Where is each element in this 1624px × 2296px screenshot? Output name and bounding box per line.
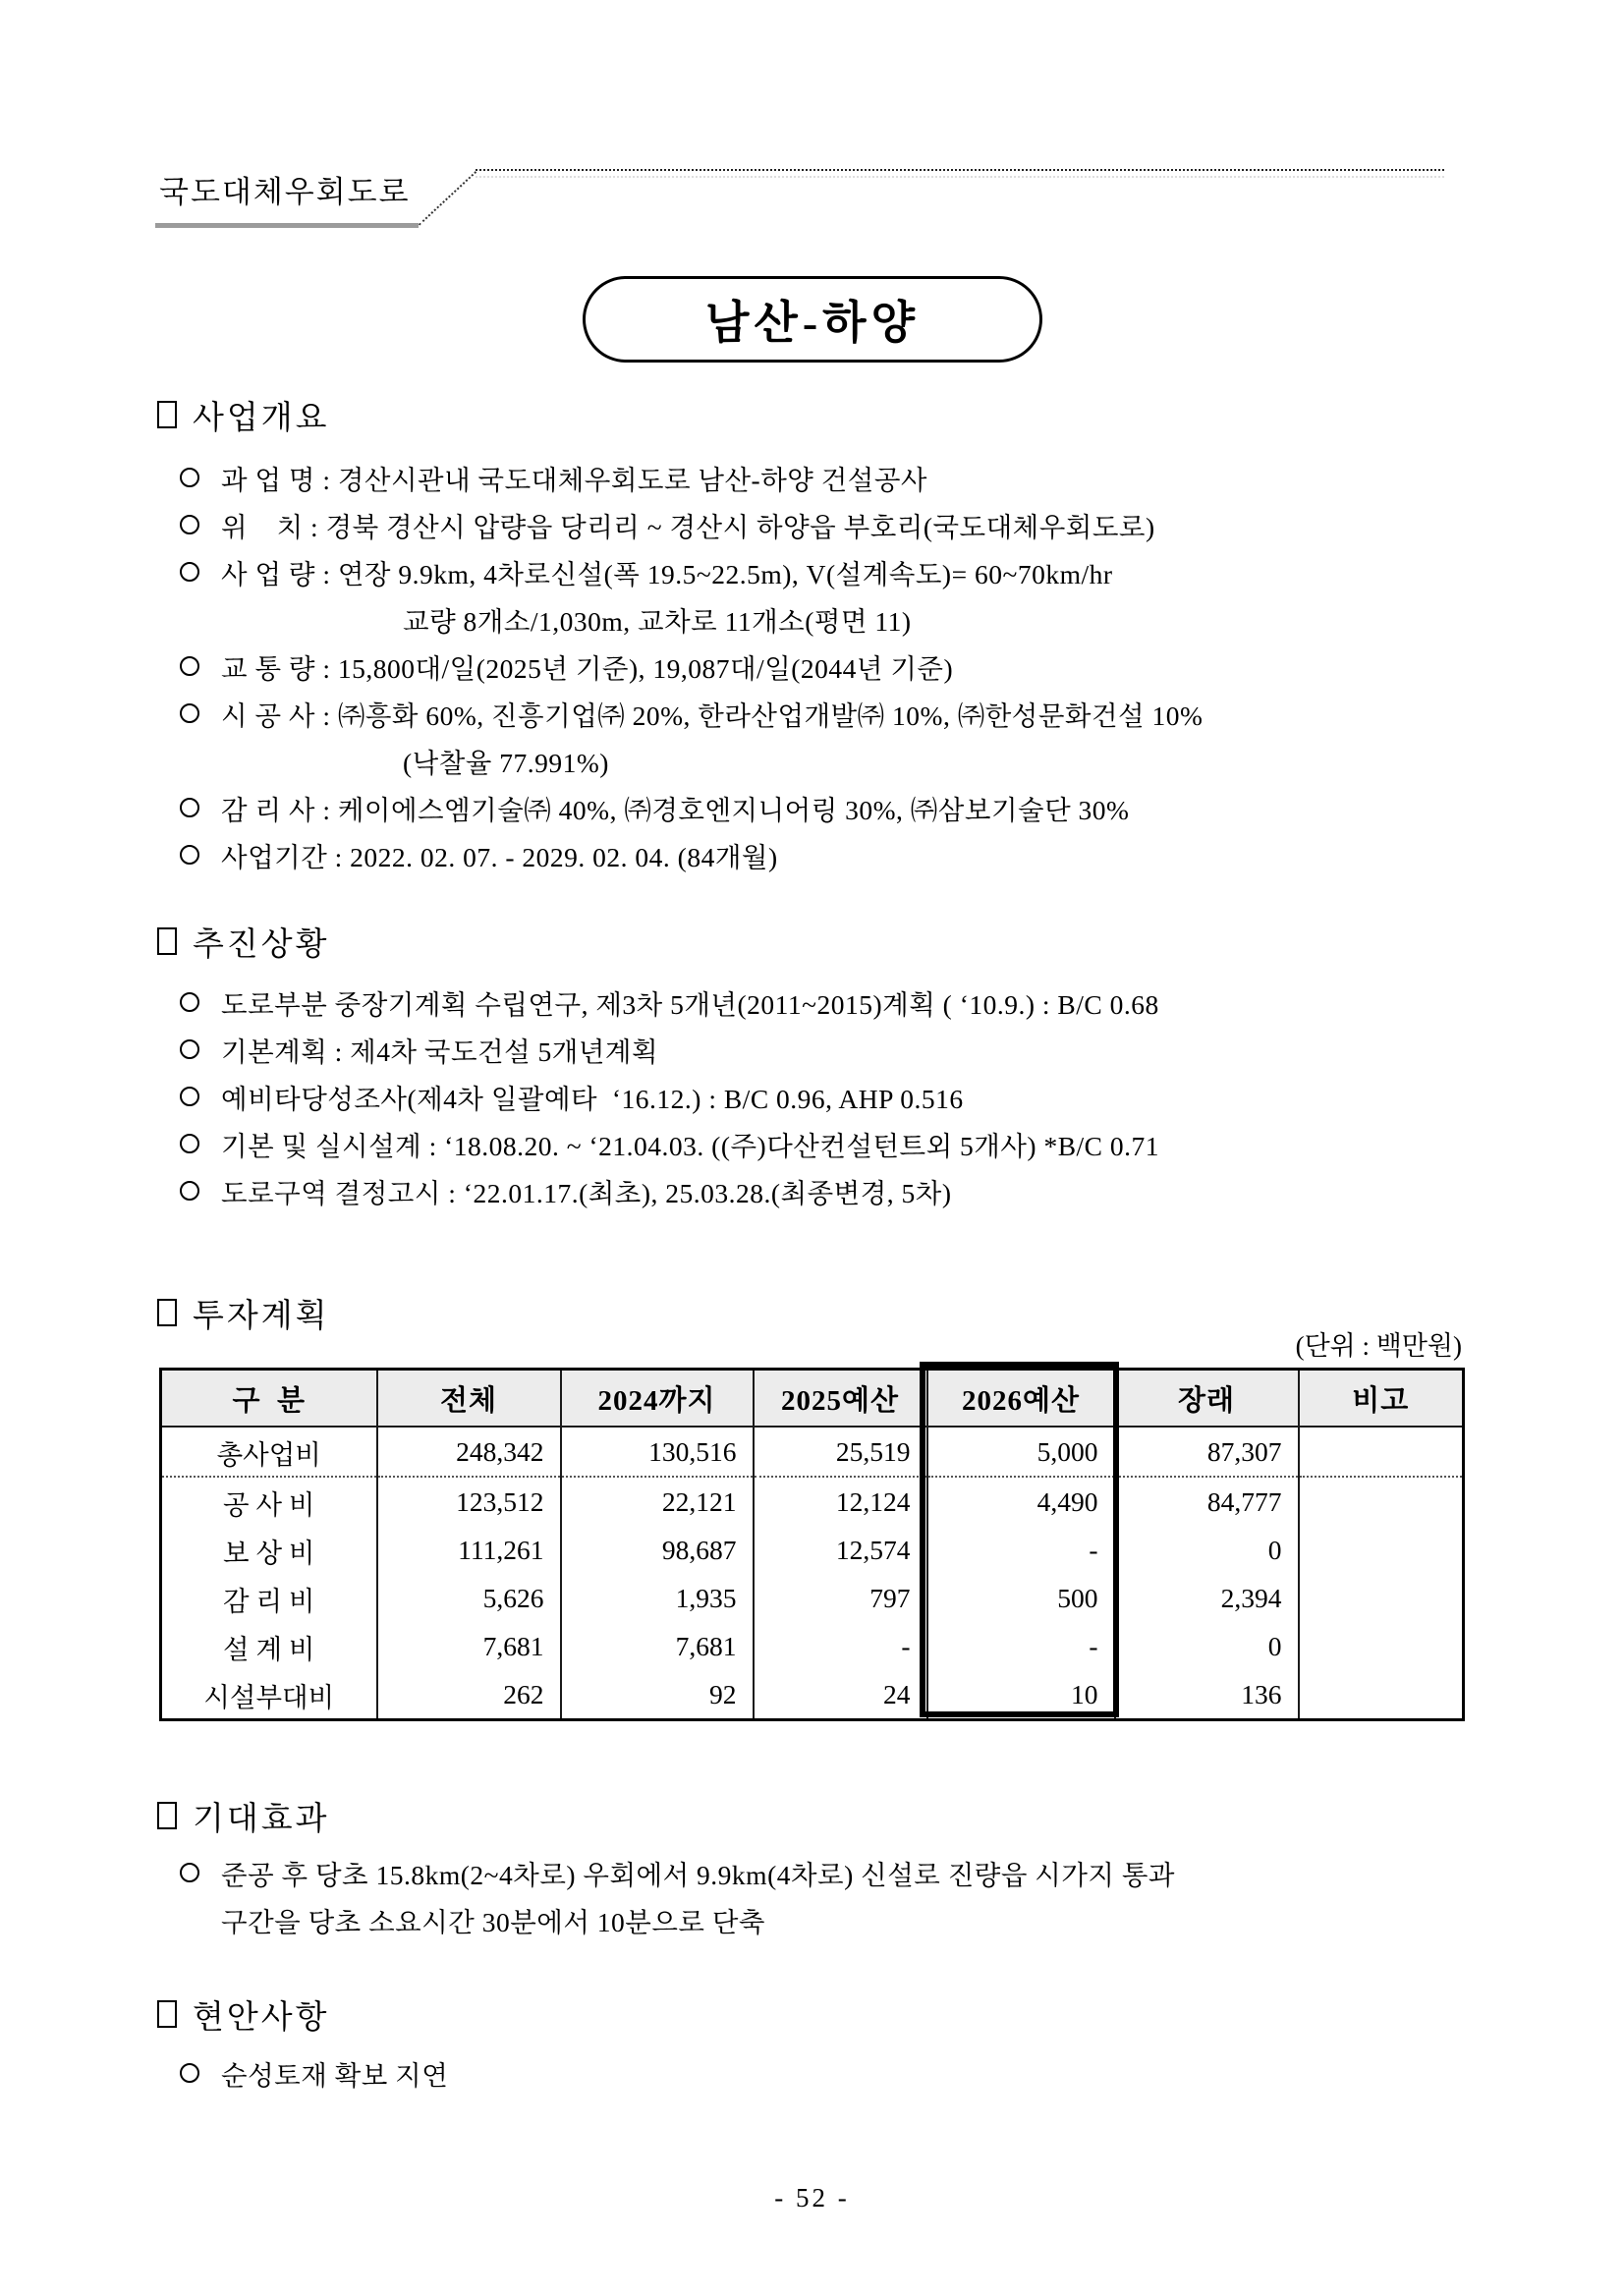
line-text: 교량 8개소/1,030m, 교차로 11개소(평면 11) <box>403 606 912 637</box>
section-heading-label: 투자계획 <box>193 1298 330 1334</box>
progress-line-2 <box>180 1030 658 1069</box>
investment-table <box>159 1368 1465 1721</box>
col-header-total: 전체 <box>377 1370 561 1428</box>
cell-value: 1,935 <box>561 1574 754 1622</box>
overview-line-scope-cont <box>403 599 912 639</box>
table-row-design <box>161 1622 1464 1670</box>
line-text: 도로부분 중장기계획 수립연구, 제3차 5개년(2011~2015)계획 ( ‘10.9.) : B/C 0.68 <box>221 989 1159 1020</box>
bullet-circle-icon <box>180 656 199 676</box>
cell-note <box>1299 1427 1464 1477</box>
cell-category: 시설부대비 <box>161 1670 377 1720</box>
header-dotted-rule <box>476 169 1444 171</box>
line-text: 사 업 량 : 연장 9.9km, 4차로신설(폭 19.5~22.5m), V(설계속도)= 60~70km/hr <box>221 559 1113 589</box>
section-heading-label: 사업개요 <box>193 400 330 436</box>
cell-value: 797 <box>754 1574 927 1622</box>
header-tab-label: 국도대체우회도로 <box>159 175 411 209</box>
cell-value: 92 <box>561 1670 754 1720</box>
section-heading-overview <box>157 393 330 436</box>
col-header-category: 구 분 <box>161 1370 377 1428</box>
line-text: 순성토재 확보 지연 <box>221 2060 449 2091</box>
line-text: 도로구역 결정고시 : ‘22.01.17.(최초), 25.03.28.(최종변경, 5차) <box>221 1178 952 1208</box>
table-row-compensation <box>161 1526 1464 1574</box>
progress-line-4 <box>180 1124 1159 1163</box>
col-header-future: 장래 <box>1115 1370 1299 1428</box>
cell-category: 감 리 비 <box>161 1574 377 1622</box>
cell-value: 7,681 <box>561 1622 754 1670</box>
cell-value: 84,777 <box>1115 1477 1299 1526</box>
cell-value: 87,307 <box>1115 1427 1299 1477</box>
cell-value: 24 <box>754 1670 927 1720</box>
line-text: 시 공 사 : ㈜흥화 60%, 진흥기업㈜ 20%, 한라산업개발㈜ 10%, ㈜한성문화건설 10% <box>221 700 1204 731</box>
line-text: 사업기간 : 2022. 02. 07. - 2029. 02. 04. (84개월) <box>221 842 778 872</box>
overview-line-contractor <box>180 694 1203 733</box>
cell-value: 123,512 <box>377 1477 561 1526</box>
project-title-box <box>583 276 1042 363</box>
section-marker-icon <box>157 927 177 955</box>
table-header-row <box>161 1370 1464 1428</box>
cell-note <box>1299 1477 1464 1526</box>
cell-value: 12,574 <box>754 1526 927 1574</box>
col-header-until-2024: 2024까지 <box>561 1370 754 1428</box>
col-header-note: 비고 <box>1299 1370 1464 1428</box>
bullet-circle-icon <box>180 703 199 723</box>
cell-value: 0 <box>1115 1622 1299 1670</box>
cell-category: 보 상 비 <box>161 1526 377 1574</box>
cell-value: 5,626 <box>377 1574 561 1622</box>
line-text: 예비타당성조사(제4차 일괄예타 ‘16.12.) : B/C 0.96, AHP 0.516 <box>221 1084 964 1114</box>
cell-value: 4,490 <box>927 1477 1115 1526</box>
bullet-circle-icon <box>180 1863 199 1882</box>
bullet-circle-icon <box>180 845 199 865</box>
cell-value: 500 <box>927 1574 1115 1622</box>
line-text: 감 리 사 : 케이에스엠기술㈜ 40%, ㈜경호엔지니어링 30%, ㈜삼보기술단 30% <box>221 795 1130 825</box>
page-number: - 52 - <box>774 2183 850 2212</box>
header-diagonal-rule <box>419 171 476 225</box>
section-heading-progress <box>157 920 330 963</box>
cell-note <box>1299 1526 1464 1574</box>
cell-category: 설 계 비 <box>161 1622 377 1670</box>
table-row-incidental <box>161 1670 1464 1720</box>
cell-value: 248,342 <box>377 1427 561 1477</box>
header-tab-underline <box>155 223 419 228</box>
cell-value: 10 <box>927 1670 1115 1720</box>
cell-value: 7,681 <box>377 1622 561 1670</box>
bullet-circle-icon <box>180 562 199 582</box>
overview-line-project-name <box>180 458 927 497</box>
effects-line-2 <box>221 1900 765 1939</box>
cell-value: 130,516 <box>561 1427 754 1477</box>
cell-value: 5,000 <box>927 1427 1115 1477</box>
table-unit-label: (단위 : 백만원) <box>1295 1331 1462 1361</box>
overview-line-period <box>180 835 778 874</box>
section-marker-icon <box>157 1802 177 1829</box>
table-row-supervision <box>161 1574 1464 1622</box>
section-heading-label: 현안사항 <box>193 1999 330 2036</box>
cell-value: 12,124 <box>754 1477 927 1526</box>
bullet-circle-icon <box>180 1039 199 1059</box>
bullet-circle-icon <box>180 468 199 487</box>
overview-line-location <box>180 505 1155 544</box>
bullet-circle-icon <box>180 798 199 817</box>
overview-line-scope <box>180 552 1113 591</box>
progress-line-5 <box>180 1171 952 1210</box>
bullet-circle-icon <box>180 1181 199 1201</box>
table-row-construction <box>161 1477 1464 1526</box>
line-text: 기본 및 실시설계 : ‘18.08.20. ~ ‘21.04.03. ((주)다산컨설턴트외 5개사) *B/C 0.71 <box>221 1131 1160 1161</box>
line-text: 위 치 : 경북 경산시 압량읍 당리리 ~ 경산시 하양읍 부호리(국도대체우회도로) <box>221 512 1155 542</box>
effects-line-1 <box>180 1853 1175 1892</box>
overview-line-traffic <box>180 646 953 686</box>
progress-line-1 <box>180 982 1159 1022</box>
cell-value: 2,394 <box>1115 1574 1299 1622</box>
bullet-circle-icon <box>180 1087 199 1106</box>
section-marker-icon <box>157 2000 177 2028</box>
cell-value: 111,261 <box>377 1526 561 1574</box>
header-dotted-rule-faint <box>476 176 1444 178</box>
cell-value: - <box>927 1622 1115 1670</box>
line-text: (낙찰율 77.991%) <box>403 748 609 778</box>
cell-value: - <box>927 1526 1115 1574</box>
section-marker-icon <box>157 1299 177 1326</box>
investment-table-wrap <box>159 1368 1462 1721</box>
cell-value: 22,121 <box>561 1477 754 1526</box>
section-heading-issues <box>157 1992 330 2036</box>
project-title: 남산-하양 <box>704 298 921 348</box>
cell-value: 25,519 <box>754 1427 927 1477</box>
cell-note <box>1299 1574 1464 1622</box>
cell-value: 262 <box>377 1670 561 1720</box>
table-row-total-cost <box>161 1427 1464 1477</box>
bullet-circle-icon <box>180 2063 199 2083</box>
line-text: 구간을 당초 소요시간 30분에서 10분으로 단축 <box>221 1907 765 1937</box>
line-text: 교 통 량 : 15,800대/일(2025년 기준), 19,087대/일(2044년 기준) <box>221 653 954 684</box>
cell-value: 136 <box>1115 1670 1299 1720</box>
cell-note <box>1299 1670 1464 1720</box>
bullet-circle-icon <box>180 1134 199 1153</box>
cell-value: - <box>754 1622 927 1670</box>
bullet-circle-icon <box>180 515 199 534</box>
cell-category: 공 사 비 <box>161 1477 377 1526</box>
col-header-2025-budget: 2025예산 <box>754 1370 927 1428</box>
overview-line-contractor-cont <box>403 741 609 780</box>
bullet-circle-icon <box>180 992 199 1012</box>
cell-value: 98,687 <box>561 1526 754 1574</box>
section-heading-label: 기대효과 <box>193 1801 330 1837</box>
col-header-2026-budget: 2026예산 <box>927 1370 1115 1428</box>
progress-line-3 <box>180 1077 964 1116</box>
cell-category: 총사업비 <box>161 1427 377 1477</box>
cell-value: 0 <box>1115 1526 1299 1574</box>
section-heading-effects <box>157 1794 330 1837</box>
section-heading-label: 추진상황 <box>193 926 330 963</box>
cell-note <box>1299 1622 1464 1670</box>
overview-line-supervisor <box>180 788 1129 827</box>
line-text: 과 업 명 : 경산시관내 국도대체우회도로 남산-하양 건설공사 <box>221 465 927 495</box>
line-text: 준공 후 당초 15.8km(2~4차로) 우회에서 9.9km(4차로) 신설로 진량읍 시가지 통과 <box>221 1860 1175 1890</box>
section-marker-icon <box>157 401 177 428</box>
issues-line-1 <box>180 2053 448 2093</box>
line-text: 기본계획 : 제4차 국도건설 5개년계획 <box>221 1036 659 1067</box>
